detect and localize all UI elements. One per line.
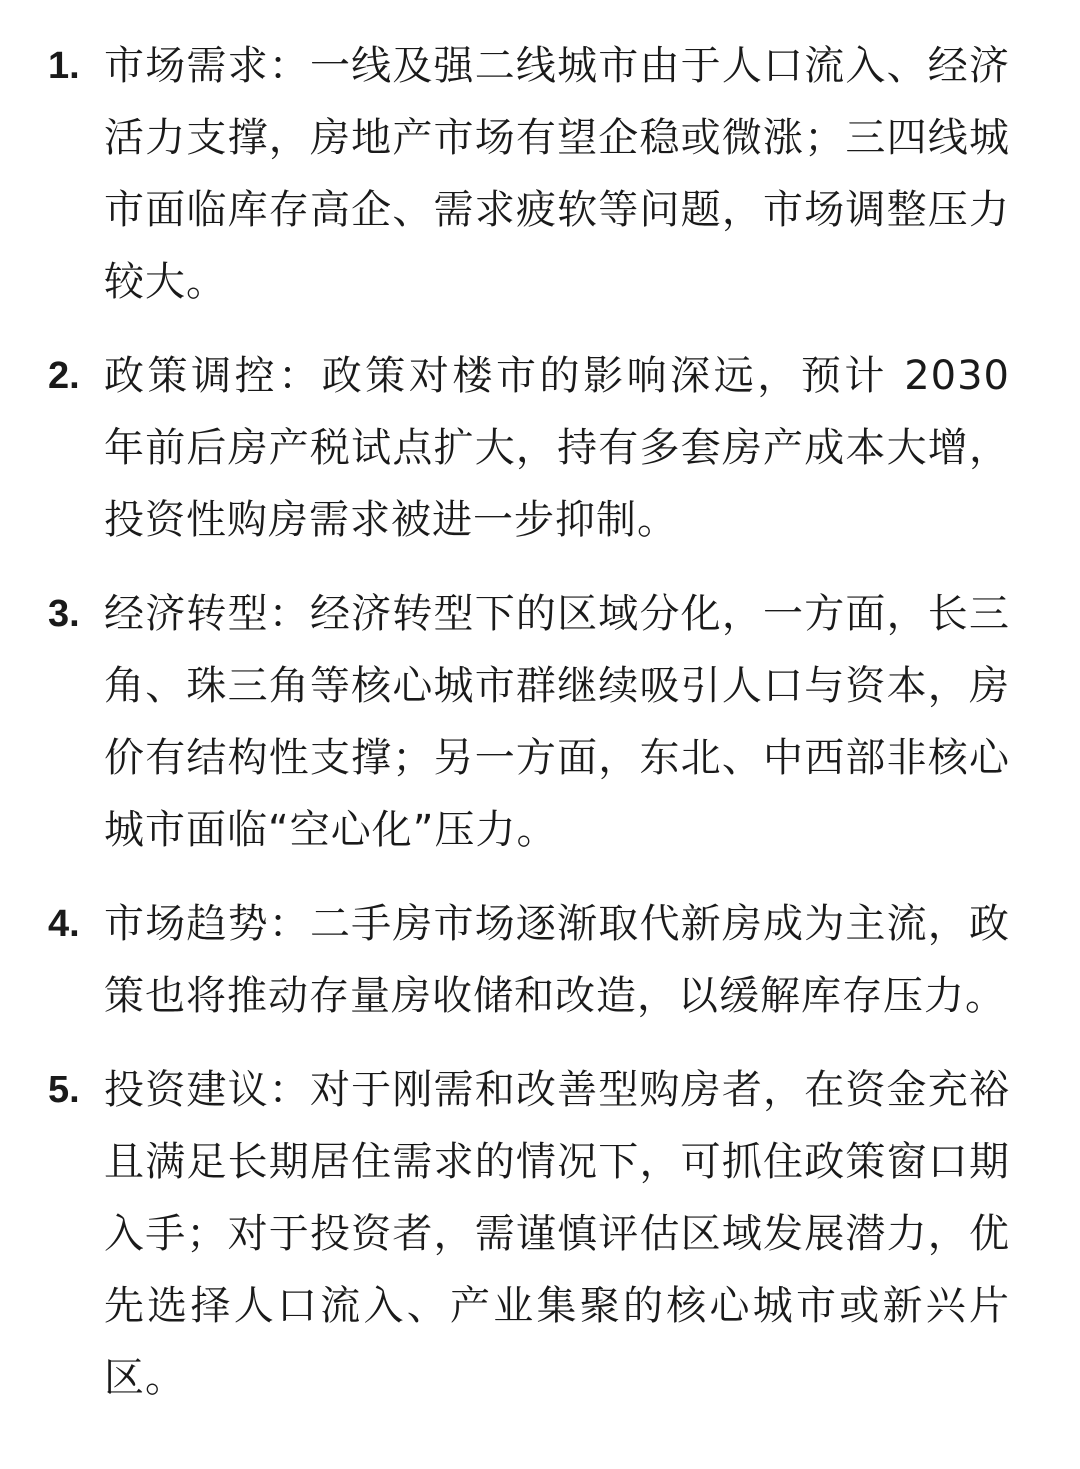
list-item-text: 投资建议：对于刚需和改善型购房者，在资金充裕且满足长期居住需求的情况下，可抓住政策窗口期入手；对于投资者，需谨慎评估区域发展潜力，优先选择人口流入、产业集聚的核心城市或新兴片区。: [104, 1067, 1010, 1401]
list-item-number: 1.: [48, 45, 80, 87]
list-item-number: 4.: [48, 903, 80, 945]
list-item: [0, 888, 1080, 1032]
list-item-number: 5.: [48, 1069, 80, 1111]
list-item: [0, 578, 1080, 866]
list-item-text: 市场趋势：二手房市场逐渐取代新房成为主流，政策也将推动存量房收储和改造，以缓解库存压力。: [104, 901, 1010, 1019]
list-item: [0, 1054, 1080, 1414]
list-item: [0, 340, 1080, 556]
list-item-text: 市场需求：一线及强二线城市由于人口流入、经济活力支撑，房地产市场有望企稳或微涨；三四线城市面临库存高企、需求疲软等问题，市场调整压力较大。: [104, 43, 1010, 305]
numbered-list: [0, 30, 1080, 1414]
list-item-text: 政策调控：政策对楼市的影响深远，预计 2030 年前后房产税试点扩大，持有多套房产成本大增，投资性购房需求被进一步抑制。: [104, 353, 1010, 543]
list-item: [0, 30, 1080, 318]
list-item-text: 经济转型：经济转型下的区域分化，一方面，长三角、珠三角等核心城市群继续吸引人口与资本，房价有结构性支撑；另一方面，东北、中西部非核心城市面临“空心化”压力。: [104, 591, 1010, 853]
list-item-number: 2.: [48, 355, 80, 397]
list-item-number: 3.: [48, 593, 80, 635]
